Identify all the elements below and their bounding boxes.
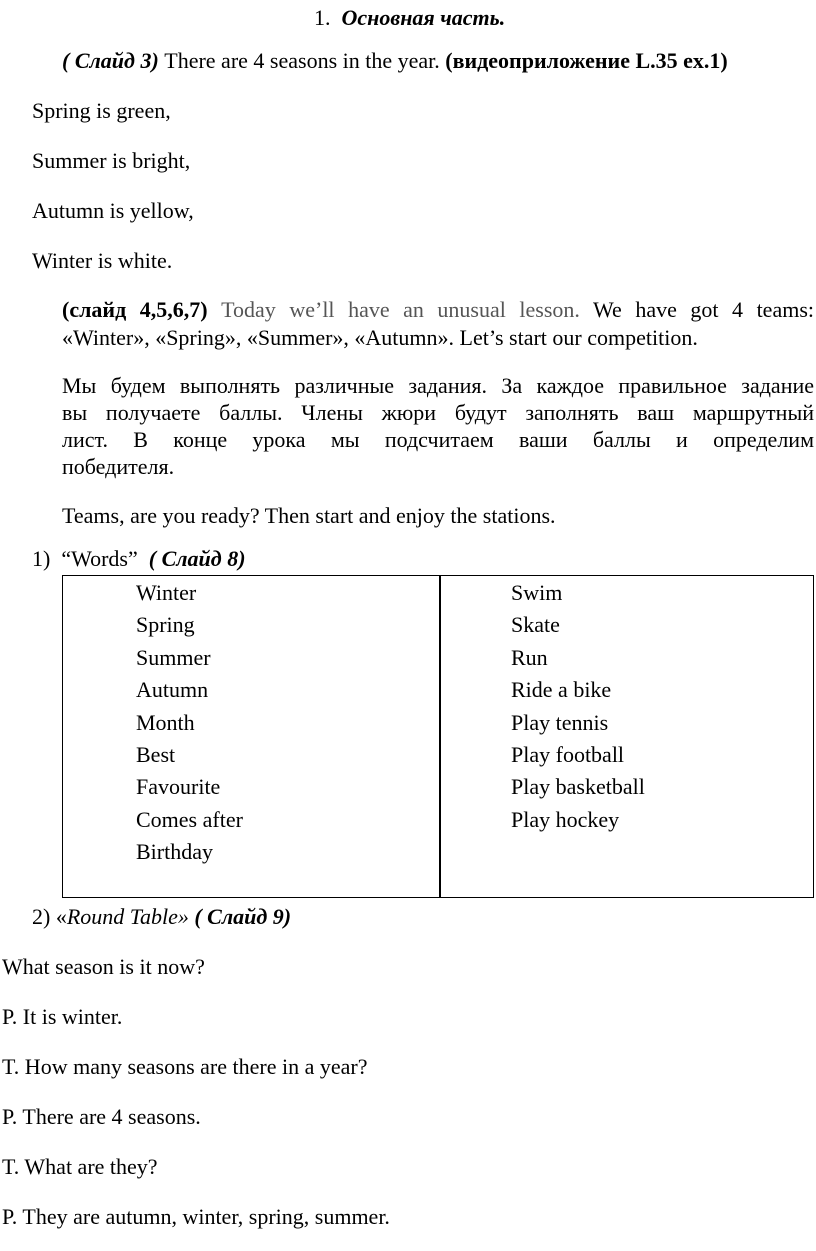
dialogue-line: T. How many seasons are there in a year? xyxy=(2,1054,368,1079)
table-cell: Run xyxy=(511,644,548,670)
table-cell: Birthday xyxy=(136,839,213,865)
words-table xyxy=(62,575,814,898)
table-cell: Swim xyxy=(511,580,563,605)
section2-slide-ref: ( Слайд 9) xyxy=(188,904,292,929)
table-cell: Play tennis xyxy=(511,709,609,735)
table-cell: Winter xyxy=(136,580,197,605)
table-cell: Summer xyxy=(136,644,211,670)
table-cell: Play football xyxy=(511,741,625,767)
para1-slide-ref: (слайд 4,5,6,7) xyxy=(62,297,208,322)
table-cell: Month xyxy=(136,709,195,735)
poem-line: Autumn is yellow, xyxy=(32,198,194,223)
paragraph-intro-line-1 xyxy=(62,296,814,324)
intro-text: There are 4 seasons in the year. xyxy=(158,48,446,73)
poem-line: Winter is white. xyxy=(32,248,173,273)
poem-line: Spring is green, xyxy=(32,98,171,123)
paragraph-russian-line-3: лист. В конце урока мы подсчитаем ваши баллы и определим xyxy=(62,427,814,452)
section2-title: Round Table» xyxy=(66,904,189,929)
table-cell: Favourite xyxy=(136,774,221,800)
table-cell: Play basketball xyxy=(511,774,645,800)
section2-number: 2) « xyxy=(32,904,67,929)
paragraph-russian-line-1: Мы будем выполнять различные задания. За каждое правильное задание xyxy=(62,373,814,398)
paragraph-russian-line-4: победителя. xyxy=(62,454,175,479)
section-round-table-heading xyxy=(32,903,291,931)
table-column-seasons xyxy=(136,577,243,869)
dialogue-line: What season is it now? xyxy=(2,954,205,979)
poem-line: Summer is bright, xyxy=(32,148,191,173)
para1-gray-text: Today we’ll have an unusual lesson. xyxy=(207,297,580,322)
dialogue-line: P. They are autumn, winter, spring, summer. xyxy=(2,1204,390,1229)
table-cell: Best xyxy=(136,741,176,767)
table-cell: Autumn xyxy=(136,677,209,703)
heading-number: 1. xyxy=(314,5,331,30)
section1-slide-ref: ( Слайд 8) xyxy=(148,546,246,571)
table-column-activities xyxy=(511,577,645,836)
intro-slide-ref: ( Слайд 3) xyxy=(62,48,159,73)
section1-title: “Words” xyxy=(61,546,138,571)
table-cell: Play hockey xyxy=(511,806,620,832)
section-heading xyxy=(314,4,505,32)
intro-line xyxy=(62,47,728,75)
paragraph-russian-line-2: вы получаете баллы. Члены жюри будут заполнять ваш маршрутный xyxy=(62,400,814,425)
dialogue-line: P. There are 4 seasons. xyxy=(2,1104,201,1129)
dialogue-line: T. What are they? xyxy=(2,1154,158,1179)
paragraph-intro-line-2: «Winter», «Spring», «Summer», «Autumn». Let’s start our competition. xyxy=(62,325,698,350)
table-cell: Comes after xyxy=(136,806,243,832)
section-words-heading xyxy=(32,545,246,573)
intro-video-ref: (видеоприложение L.35 ex.1) xyxy=(445,48,728,73)
paragraph-ready: Teams, are you ready? Then start and enjoy the stations. xyxy=(62,503,556,528)
table-cell: Spring xyxy=(136,612,195,638)
heading-title: Основная часть. xyxy=(341,5,506,30)
para1-rest: We have got 4 teams: xyxy=(579,297,814,322)
section1-number: 1) xyxy=(32,546,51,571)
table-cell: Skate xyxy=(511,612,560,638)
table-divider xyxy=(439,576,441,897)
table-cell: Ride a bike xyxy=(511,677,612,703)
dialogue-line: P. It is winter. xyxy=(2,1004,123,1029)
